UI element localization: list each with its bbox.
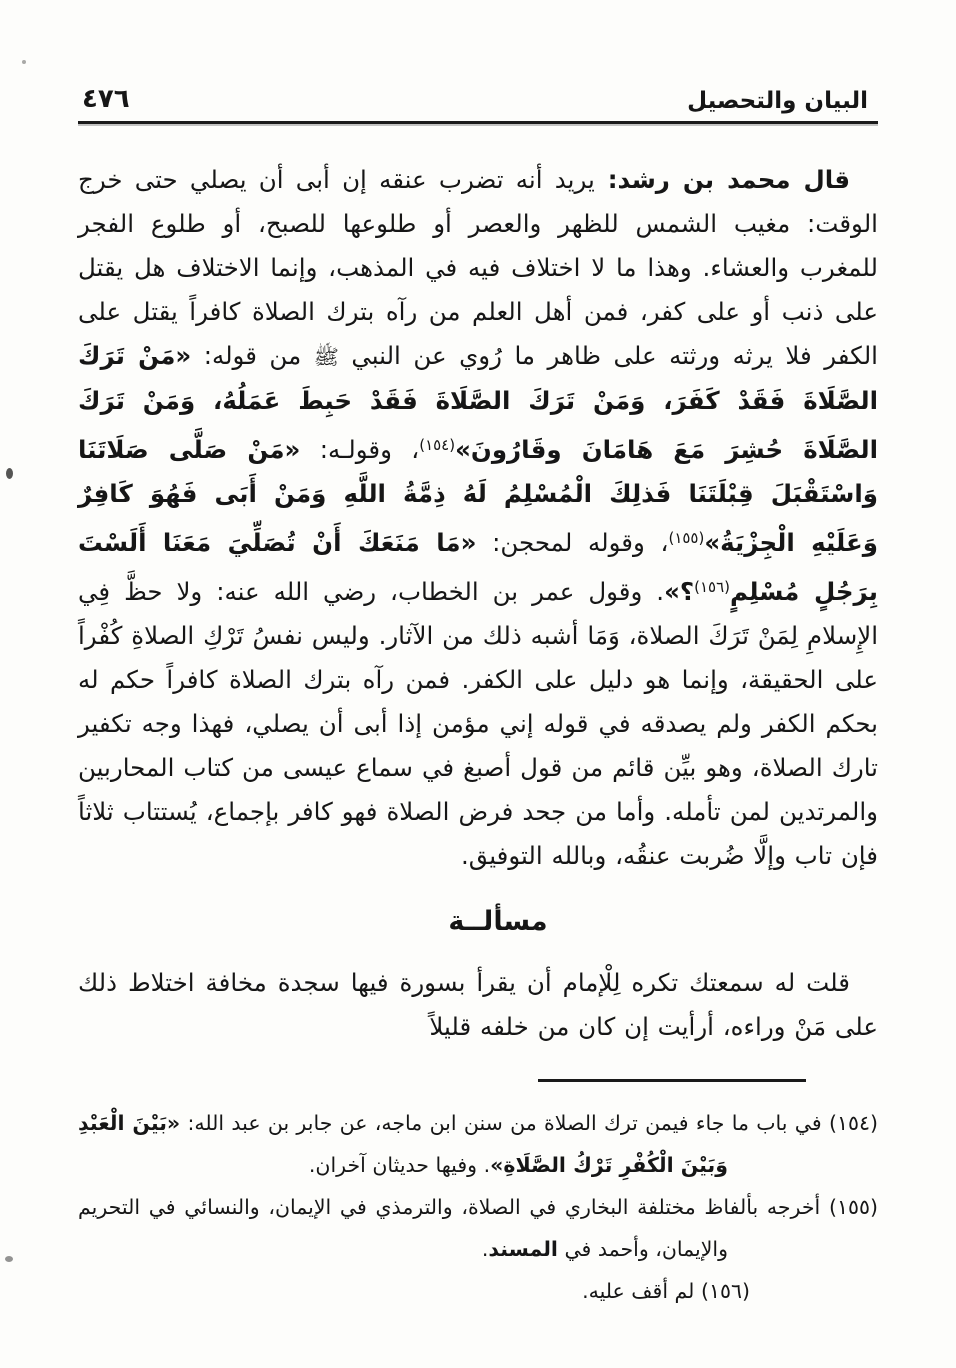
hadith-quote-2: «مَنْ صَلَّى صَلَاتَنَا وَاسْتَقْبَلَ قِبْلَتَنَا فَذلِكَ الْمُسْلِمُ لَهُ ذِمَّةُ اللَّهِ وَمَنْ أَبَى فَهُوَ كَافِرٌ وَعَلَيْهِ الْجِزْيَةُ» [78, 435, 879, 557]
footnote-155-book: المسند [488, 1237, 558, 1261]
footnote-155-text: أخرجه بألفاظ مختلفة البخاري في الصلاة، والترمذي في الإيمان، والنسائي في التحريم والإيمان، وأحمد في [78, 1195, 821, 1261]
footnote-155-number: (١٥٥) [820, 1195, 878, 1219]
hadith-quote-3: «مَا مَنَعَكَ أَنْ تُصَلِّيَ مَعَنَا أَلَسْتَ بِرَجُلٍ مُسْلِمٍ [78, 528, 878, 606]
prophet-honorific-ligature: ﷺ [313, 345, 339, 369]
commentary-conclusion: . وقول عمر بن الخطاب، رضي الله عنه: ولا حظَّ فِي الإِسلامِ لِمَنْ تَرَكَ الصلاة، وَمَا أشبه ذلك من الآثار. وليس نفسُ تَرْكِ الصلاةِ كُفْراً على الحقيقة، وإنما هو دليل على الكفر. فمن رآه بترك الصلاة كافراً حكم له بحكم الكفر ولم يصدقه في قوله إني مؤمن إذا أبى أن يصلي، فهذا وجه تكفير تارك الصلاة، وهو بيِّن قائم من قول أصبغ في سماع عيسى من كتاب المحاربين والمرتدين لمن تأمله. وأما من جحد فرض الصلاة فهو كافر بإجماع، يُستتاب ثلاثاً فإن تاب وإلَّا ضُربت عنقُه، وبالله التوفيق. [78, 577, 878, 870]
speaker-lead: قال محمد بن رشد: [594, 165, 850, 194]
footnote-154-number: (١٥٤) [821, 1111, 879, 1135]
hadith-quote-3-end: ؟» [664, 577, 695, 606]
footnote-155-text-end: . [481, 1237, 489, 1261]
footnotes-section [78, 1102, 878, 1312]
footnote-154-text: في باب ما جاء فيمن ترك الصلاة من سنن ابن ماجه، عن جابر بن عبد الله: [180, 1111, 822, 1135]
book-title: البيان والتحصيل [687, 88, 868, 114]
paragraph-question: قلت له سمعتك تكره لِلْإمام أن يقرأ بسورة فيها سجدة مخافة اختلاط ذلك على مَنْ وراءه، أرأيت إن كان من خلفه قليلاً [78, 968, 878, 1041]
footnote-154-text-end: . وفيها حديثان آخران. [308, 1153, 491, 1177]
footnote-156-number: (١٥٦) [694, 1279, 750, 1303]
scan-artifact [22, 60, 26, 64]
connector-text-1: ، وقولـه: [300, 435, 420, 464]
section-heading-masala: مسألــة [448, 906, 548, 937]
page-header [78, 84, 878, 121]
main-text [78, 158, 878, 1049]
footnote-156-text: لم أقف عليه. [582, 1279, 695, 1303]
footnote-156 [78, 1270, 878, 1312]
footnote-154 [78, 1102, 878, 1186]
footnote-155 [78, 1186, 878, 1270]
footnote-ref-154: (١٥٤) [419, 436, 456, 454]
footnote-ref-155: (١٥٥) [668, 529, 705, 547]
page-number: ٤٧٦ [82, 84, 130, 114]
footnote-separator [538, 1079, 806, 1082]
header-rule [78, 121, 878, 124]
commentary-text-cont: من قوله: [191, 341, 314, 370]
connector-text-2: ، وقوله لمحجن: [476, 528, 669, 557]
footnote-ref-156: (١٥٦) [694, 578, 731, 596]
paragraph-commentary [78, 158, 878, 878]
scan-artifact [5, 1256, 13, 1262]
footnote-154-hadith: «بَيْنَ الْعَبْدِ وَبَيْنَ الْكُفْرِ تَرْكُ الصَّلَاةِ» [78, 1111, 728, 1177]
scan-artifact [6, 468, 13, 479]
commentary-text: يريد أنه تضرب عنقه إن أبى أن يصلي حتى خرج الوقت: مغيب الشمس للظهر والعصر أو طلوعها للصبح، أو طلوع الفجر للمغرب والعشاء. وهذا ما لا اختلاف فيه في المذهب، وإنما الاختلاف هل يقتل على ذنب أو على كفر، فمن أهل العلم من رآه بترك الصلاة كافراً يقتل على الكفر فلا يرثه ورثته على ظاهر ما رُوي عن النبي [78, 165, 878, 370]
hadith-quote-1: «مَنْ تَرَكَ الصَّلَاةَ فَقَدْ كَفَرَ، وَمَنْ تَرَكَ الصَّلَاةَ فَقَدْ حَبِطَ عَمَلُهُ، وَمَنْ تَرَكَ الصَّلَاةَ حُشِرَ مَعَ هَامَانَ وقَارُونَ» [78, 341, 878, 464]
